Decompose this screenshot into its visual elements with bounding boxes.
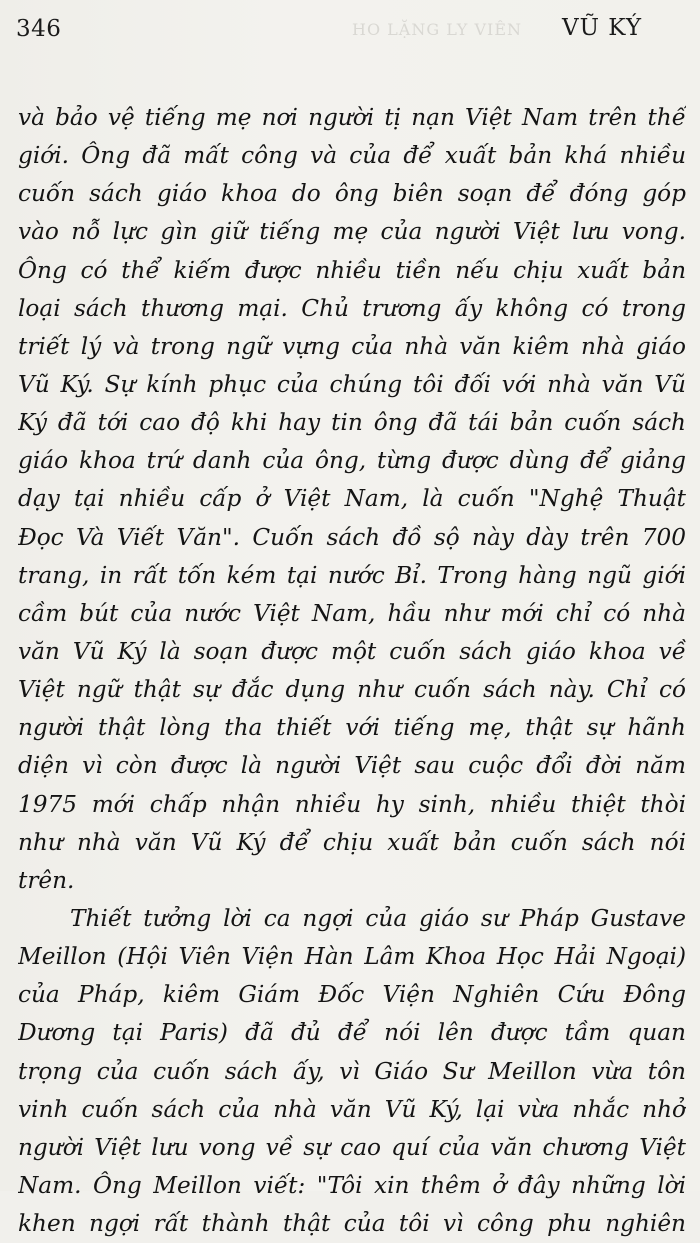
body-text [18,99,686,1243]
text-line: giáo khoa trứ danh của ông, từng được dùng để giảng [18,447,686,475]
text-line: trọng của cuốn sách ấy, vì Giáo Sư Meillon vừa tôn [18,1057,686,1085]
text-line: Ký đã tới cao độ khi hay tin ông đã tái bản cuốn sách [18,409,686,437]
text-line: văn Vũ Ký là soạn được một cuốn sách giáo khoa về [18,637,686,665]
text-line: triết lý và trong ngữ vựng của nhà văn kiêm nhà giáo [18,332,686,360]
text-line: và bảo vệ tiếng mẹ nơi người tị nạn Việt Nam trên thế [18,104,686,131]
text-line: Vũ Ký. Sự kính phục của chúng tôi đối với nhà văn Vũ [18,370,686,398]
text-line: Dương tại Paris) đã đủ để nói lên được tầm quan [18,1019,686,1047]
text-line: loại sách thương mại. Chủ trương ấy không có trong [18,294,686,322]
text-line: như nhà văn Vũ Ký để chịu xuất bản cuốn sách nói [18,828,686,856]
text-line: vào nỗ lực gìn giữ tiếng mẹ của người Việt lưu vong. [18,218,686,246]
text-line: Nam. Ông Meillon viết: "Tôi xin thêm ở đây những lời [18,1171,686,1199]
text-line: Đọc Và Viết Văn". Cuốn sách đồ sộ này dày trên 700 [18,523,686,551]
paragraph-start-line: Thiết tưởng lời ca ngợi của giáo sư Pháp Gustave [70,904,686,932]
text-line: người Việt lưu vong về sự cao quí của văn chương Việt [18,1133,686,1161]
text-line: dạy tại nhiều cấp ở Việt Nam, là cuốn "Nghệ Thuật [18,485,686,513]
text-line: Meillon (Hội Viên Viện Hàn Lâm Khoa Học Hải Ngoại) [18,943,686,971]
text-line: khen ngợi rất thành thật của tôi vì công phu nghiên [18,1210,686,1238]
text-line: cầm bút của nước Việt Nam, hầu như mới chỉ có nhà [18,599,686,627]
bleed-through-text: HO LẶNG LY VIÊN [352,20,523,39]
text-line: Ông có thể kiếm được nhiều tiền nếu chịu xuất bản [18,256,686,284]
text-line: trang, in rất tốn kém tại nước Bỉ. Trong hàng ngũ giới [18,561,686,589]
text-line: của Pháp, kiêm Giám Đốc Viện Nghiên Cứu Đông [18,981,686,1009]
page-header [0,0,700,70]
text-line: trên. [18,866,75,894]
text-line: người thật lòng tha thiết với tiếng mẹ, thật sự hãnh [18,714,686,742]
text-line: diện vì còn được là người Việt sau cuộc đổi đời năm [18,752,686,780]
text-line: cuốn sách giáo khoa do ông biên soạn để đóng góp [18,180,686,208]
text-line: giới. Ông đã mất công và của để xuất bản khá nhiều [18,142,686,170]
text-line: Việt ngữ thật sự đắc dụng như cuốn sách này. Chỉ có [18,676,686,704]
page-number: 346 [16,16,62,42]
running-head: VŨ KÝ [562,15,643,41]
text-line: vinh cuốn sách của nhà văn Vũ Ký, lại vừa nhắc nhở [18,1095,686,1123]
text-line: 1975 mới chấp nhận nhiều hy sinh, nhiều thiệt thòi [18,790,686,818]
